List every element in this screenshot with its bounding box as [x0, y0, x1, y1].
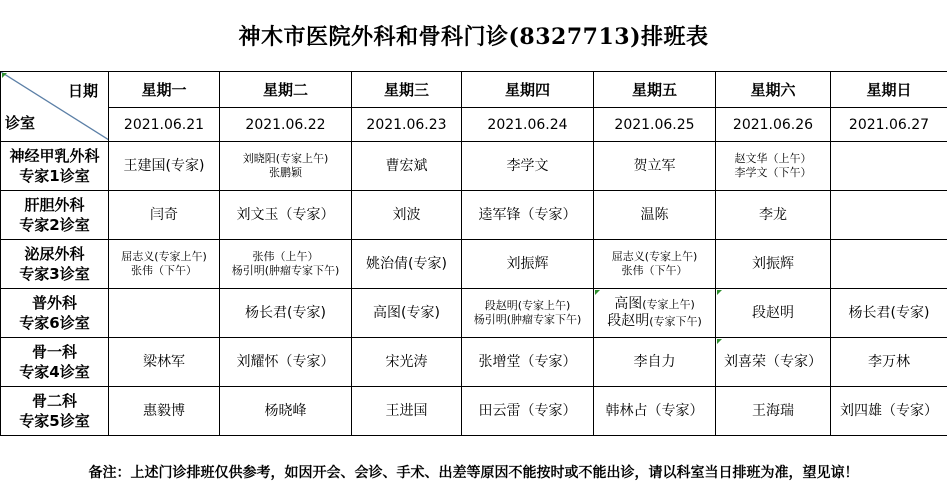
doctor-line — [594, 296, 715, 313]
clinic-name-cell — [1, 191, 109, 240]
doctor-line: 杨引明(肿瘤专家下午) — [231, 264, 340, 277]
doctor-line: 王海瑞 — [752, 403, 794, 419]
table-row — [1, 289, 947, 338]
doctor-line: 李万林 — [868, 354, 910, 370]
day-header-fri: 星期五 — [594, 72, 716, 108]
schedule-body — [1, 142, 947, 436]
schedule-cell-mon — [109, 191, 220, 240]
clinic-name-cell — [1, 289, 109, 338]
schedule-cell-sat — [716, 191, 831, 240]
date-header-sun: 2021.06.27 — [831, 108, 947, 142]
schedule-cell-sat — [716, 289, 831, 338]
schedule-cell-sun — [831, 338, 947, 387]
schedule-cell-fri — [594, 289, 716, 338]
doctor-line: 高图(专家) — [373, 305, 440, 321]
doctor-name: 高图 — [614, 296, 643, 312]
schedule-table — [0, 71, 947, 436]
day-header-sun: 星期日 — [831, 72, 947, 108]
schedule-cell-tue — [220, 240, 352, 289]
clinic-name-line: 普外科 — [31, 294, 77, 312]
schedule-cell-thu — [462, 142, 594, 191]
schedule-cell-tue — [220, 142, 352, 191]
doctor-line: 杨引明(肿瘤专家下午) — [473, 313, 582, 326]
clinic-name-line: 专家3诊室 — [19, 265, 90, 283]
day-header-sat: 星期六 — [716, 72, 831, 108]
schedule-cell-mon — [109, 142, 220, 191]
clinic-name-line: 专家5诊室 — [19, 412, 90, 430]
clinic-name-line: 专家4诊室 — [19, 363, 90, 381]
doctor-line: 刘波 — [392, 207, 421, 223]
table-row — [1, 240, 947, 289]
corner-header-cell — [1, 72, 109, 142]
doctor-line: 李学文 — [506, 158, 549, 174]
schedule-cell-tue — [220, 338, 352, 387]
doctor-line: 刘振辉 — [506, 256, 549, 272]
doctor-line: 杨长君(专家) — [245, 305, 326, 321]
doctor-line: 王建国(专家) — [123, 158, 205, 174]
doctor-line: 闫奇 — [150, 207, 178, 223]
room-axis-label: 诊室 — [5, 114, 36, 132]
doctor-line: 曹宏斌 — [385, 158, 428, 174]
doctor-line: 刘文玉（专家） — [236, 207, 335, 223]
clinic-name-cell — [1, 387, 109, 436]
doctor-line: 张伟（下午） — [131, 264, 197, 277]
clinic-name-line: 骨二科 — [31, 392, 77, 410]
table-row — [1, 338, 947, 387]
schedule-cell-sat — [716, 338, 831, 387]
date-header-fri: 2021.06.25 — [594, 108, 716, 142]
doctor-line: 刘四雄（专家） — [840, 403, 938, 419]
doctor-line: 温陈 — [640, 207, 669, 223]
cell-marker-icon — [717, 290, 722, 295]
clinic-name-line: 神经甲乳外科 — [9, 147, 100, 165]
doctor-line: 贺立军 — [633, 158, 676, 174]
schedule-cell-thu — [462, 387, 594, 436]
cell-marker-icon — [2, 73, 7, 78]
schedule-cell-mon — [109, 338, 220, 387]
schedule-cell-fri — [594, 240, 716, 289]
doctor-line: 宋光涛 — [385, 354, 428, 370]
schedule-cell-wed — [352, 338, 462, 387]
doctor-line: 刘晓阳(专家上午) — [242, 152, 329, 165]
doctor-line: 段赵明 — [752, 305, 794, 321]
doctor-line: 姚治倩(专家) — [366, 256, 447, 272]
date-axis-label: 日期 — [67, 82, 98, 100]
clinic-name-line: 泌尿外科 — [24, 245, 85, 263]
schedule-cell-mon — [109, 240, 220, 289]
schedule-cell-tue — [220, 289, 352, 338]
doctor-line: 惠毅博 — [143, 403, 185, 419]
date-header-mon: 2021.06.21 — [109, 108, 220, 142]
day-header-wed: 星期三 — [352, 72, 462, 108]
doctor-line: 逵军锋（专家） — [478, 207, 577, 223]
table-row — [1, 191, 947, 240]
schedule-cell-fri — [594, 142, 716, 191]
day-header-mon: 星期一 — [109, 72, 220, 108]
doctor-line: 刘耀怀（专家） — [236, 354, 335, 370]
schedule-cell-sun — [831, 289, 947, 338]
doctor-name: 段赵明 — [607, 313, 650, 329]
doctor-line: 赵文华（上午） — [734, 152, 812, 165]
schedule-cell-thu — [462, 191, 594, 240]
schedule-cell-wed — [352, 142, 462, 191]
date-header-thu: 2021.06.24 — [462, 108, 594, 142]
schedule-cell-thu — [462, 289, 594, 338]
schedule-cell-sun — [831, 142, 947, 191]
doctor-line: 李自力 — [633, 354, 676, 370]
doctor-line: 韩林占（专家） — [605, 403, 704, 419]
schedule-cell-sat — [716, 142, 831, 191]
doctor-line — [594, 313, 715, 330]
schedule-cell-mon — [109, 289, 220, 338]
doctor-line: 张增堂（专家） — [478, 354, 577, 370]
schedule-cell-sun — [831, 240, 947, 289]
doctor-line: 屈志义(专家上午) — [611, 250, 698, 263]
table-row — [1, 142, 947, 191]
schedule-cell-thu — [462, 338, 594, 387]
doctor-line: 张伟（下午） — [621, 264, 688, 277]
doctor-line: 杨长君(专家) — [848, 305, 930, 321]
day-header-tue: 星期二 — [220, 72, 352, 108]
schedule-cell-sat — [716, 387, 831, 436]
day-header-thu: 星期四 — [462, 72, 594, 108]
schedule-cell-thu — [462, 240, 594, 289]
clinic-name-line: 骨一科 — [31, 343, 77, 361]
clinic-name-line: 肝胆外科 — [24, 196, 85, 214]
doctor-line: 刘振辉 — [752, 256, 794, 272]
doctor-line: 张鹏颖 — [269, 166, 302, 179]
doctor-line: 田云雷（专家） — [478, 403, 577, 419]
doctor-line: 王进国 — [385, 403, 428, 419]
cell-marker-icon — [717, 339, 722, 344]
clinic-name-line: 专家1诊室 — [19, 167, 90, 185]
shift-note: (专家下午) — [649, 315, 702, 328]
footnote: 备注：上述门诊排班仅供参考，如因开会、会诊、手术、出差等原因不能按时或不能出诊，请以科室当日排班为准，望见谅！ — [88, 465, 859, 481]
doctor-line: 杨晓峰 — [264, 403, 307, 419]
doctor-line: 屈志义(专家上午) — [121, 250, 207, 263]
table-row — [1, 387, 947, 436]
schedule-cell-tue — [220, 191, 352, 240]
doctor-line: 张伟（上午） — [252, 250, 319, 263]
header-date-row — [1, 108, 947, 142]
schedule-cell-fri — [594, 387, 716, 436]
schedule-cell-fri — [594, 338, 716, 387]
schedule-cell-tue — [220, 387, 352, 436]
schedule-cell-fri — [594, 191, 716, 240]
doctor-line: 李学文（下午） — [734, 166, 812, 179]
doctor-line: 段赵明(专家上午) — [484, 299, 571, 312]
schedule-cell-mon — [109, 387, 220, 436]
schedule-cell-wed — [352, 191, 462, 240]
clinic-name-cell — [1, 240, 109, 289]
date-header-wed: 2021.06.23 — [352, 108, 462, 142]
shift-note: (专家上午) — [642, 298, 695, 311]
doctor-line: 刘喜荣（专家） — [724, 354, 822, 370]
clinic-name-line: 专家6诊室 — [19, 314, 90, 332]
page-title: 神木市医院外科和骨科门诊(8327713)排班表 — [238, 24, 709, 50]
doctor-line: 梁林军 — [143, 354, 185, 370]
schedule-cell-sun — [831, 191, 947, 240]
schedule-cell-wed — [352, 289, 462, 338]
schedule-cell-sun — [831, 387, 947, 436]
date-header-tue: 2021.06.22 — [220, 108, 352, 142]
schedule-cell-wed — [352, 387, 462, 436]
header-day-row — [1, 72, 947, 108]
cell-marker-icon — [595, 290, 600, 295]
schedule-cell-wed — [352, 240, 462, 289]
date-header-sat: 2021.06.26 — [716, 108, 831, 142]
clinic-name-cell — [1, 338, 109, 387]
clinic-name-line: 专家2诊室 — [19, 216, 90, 234]
clinic-name-cell — [1, 142, 109, 191]
schedule-cell-sat — [716, 240, 831, 289]
doctor-line: 李龙 — [759, 207, 787, 223]
